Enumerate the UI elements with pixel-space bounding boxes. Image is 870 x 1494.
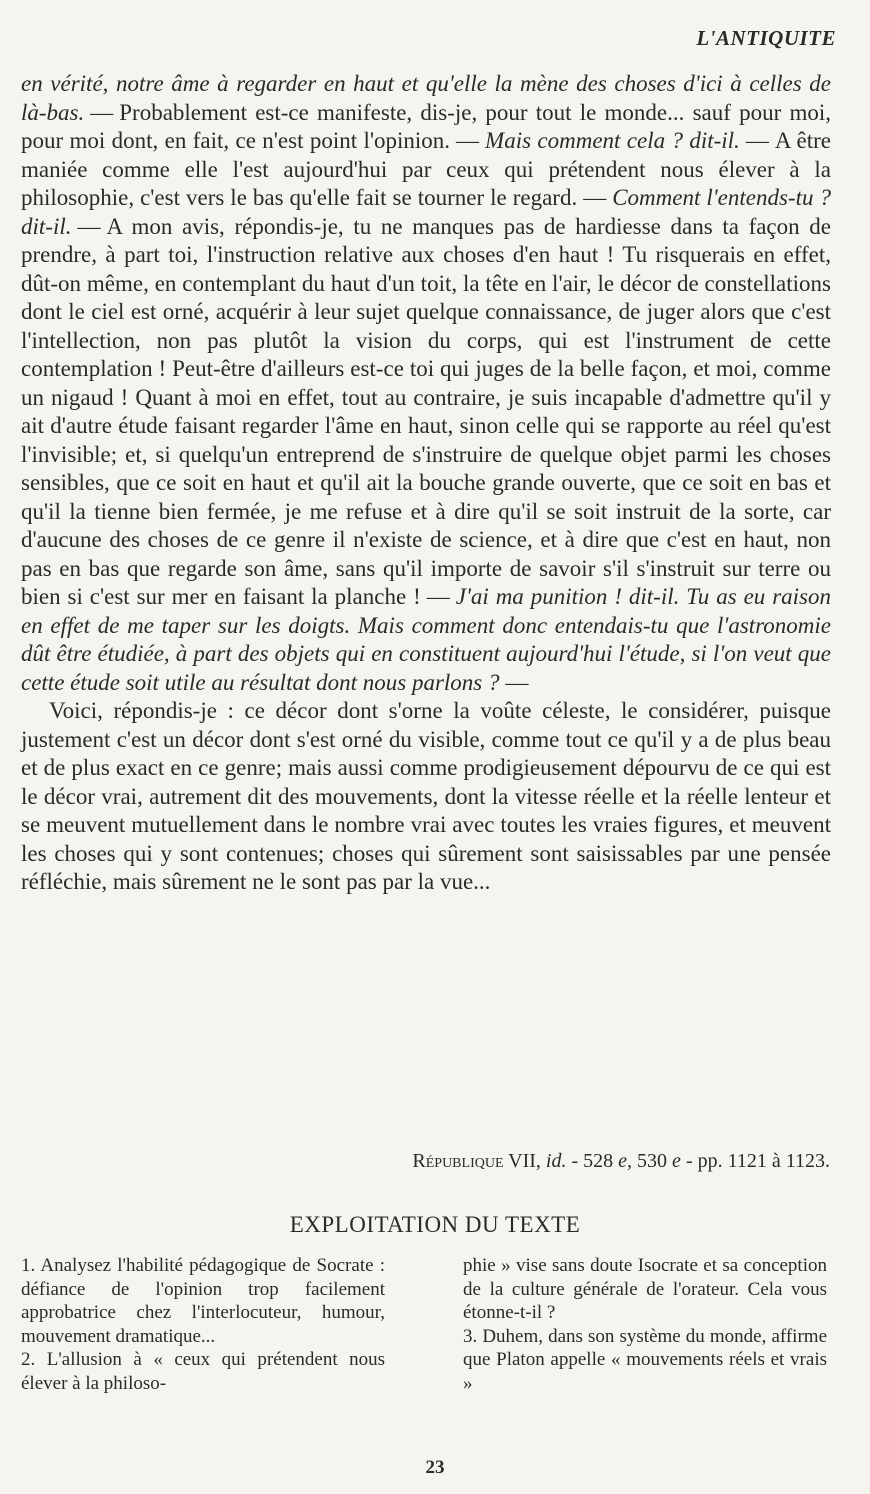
section-title: EXPLOITATION DU TEXTE — [289, 1212, 581, 1237]
dialogue-dash: — — [456, 128, 480, 153]
citation-pages: - pp. 1121 à 1123. — [680, 1150, 830, 1172]
running-header: L'ANTIQUITE — [696, 26, 836, 50]
italic-sentence: Mais comment cela ? dit-il. — [485, 128, 740, 153]
dialogue-dash: — — [426, 584, 450, 609]
sentence: A mon avis, répondis-je, tu ne manques pas de hardiesse dans ta façon de prendre, à part toi, l'instruction relative aux choses d'en haut ! Tu risquerais en effet, dût-on même, en contemplant du haut d'un toit, la tête en l'air, le décor de constellations dont le ciel est orné, acquérir à leur sujet quelque connaissance, de juger alors que c'est l'intellection, non pas plutôt la vision du corps, qui est l'instrument de cette contemplation ! Peut-être d'ailleurs est-ce toi qui juges de la belle façon, et moi, comme un nigaud ! Quant à moi en effet, tout au contraire, je suis incapable d'admettre qu'il y ait d'autre étude faisant regarder l'âme en haut, sinon celle qui se rapporte au réel qu'est l'invisible; et, si quelqu'un entreprend de s'instruire de quelque objet parmi les choses sensibles, que ce soit en haut et qu'il ait la bouche grande ouverte, que ce soit en bas et qu'il la tienne bien fermée, je me refuse et à dire qu'il se soit instruit de la sorte, car d'aucune des choses de ce genre il n'existe de science, et à dire que c'est en haut, non pas en bas que regarde son âme, sans qu'il importe de savoir s'il s'instruit sur terre ou bien si c'est sur mer en faisant la planche ! — [21, 213, 831, 609]
question-item: phie » vise sans doute Isocrate et sa conception de la culture générale de l'orateur. Cela vous étonne-t-il ? — [463, 1255, 827, 1323]
citation-ref: - 528 — [566, 1150, 619, 1172]
dialogue-dash: — — [77, 213, 101, 239]
dialogue-dash: — — [505, 669, 529, 695]
citation-ref: 530 — [632, 1150, 673, 1172]
italic-sentence: J'ai ma punition ! dit-il. Tu as eu raison en effet de me taper sur les doigts. Mais comment donc entendais-tu que l'astronomie dût être étudiée, à part des objets qui en constituent aujourd'hui l'étude, si l'on veut que cette étude soit utile au résultat dont nous parlons ? — [21, 584, 832, 695]
citation-book: VII, — [503, 1150, 546, 1172]
dialogue-dash: — — [90, 99, 114, 125]
dialogue-dash: — — [583, 185, 607, 210]
paragraph-1 — [21, 70, 831, 697]
question-item: 2. L'allusion à « ceux qui prétendent nous élever à la philoso- — [21, 1349, 385, 1394]
main-text — [21, 70, 831, 897]
question-item: 1. Analysez l'habilité pédagogique de Socrate : défiance de l'opinion trop facilement approbatrice chez l'interlocuteur, humour, mouvement dramatique... — [21, 1255, 385, 1347]
citation — [412, 1150, 830, 1173]
paragraph-2: Voici, répondis-je : ce décor dont s'orne la voûte céleste, le considérer, puisque justement c'est un décor dont s'est orné du visible, comme tout ce qu'il y a de plus beau et de plus exact en ce genre; mais aussi comme prodigieusement dépourvu de ce qui est le décor vrai, autrement dit des mouvements, dont la vitesse réelle et la réelle lenteur et se meuvent mutuellement dans le nombre vrai avec toutes les vraies figures, et meuvent les choses qui y sont contenues; choses qui sûrement sont saisissables par une pensée réfléchie, mais sûrement ne le sont pas par la vue... — [21, 698, 831, 894]
italic-sentence: en vérité, notre âme à regarder en haut et qu'elle la mène des choses d'ici à celles de là-bas. — [21, 71, 831, 125]
sentence: A être maniée comme elle l'est aujourd'hui par ceux qui prétendent nous élever à la philosophie, c'est vers le bas qu'elle fait se tourner le regard. — [21, 128, 831, 210]
questions-column-right — [463, 1254, 827, 1395]
question-item: 3. Duhem, dans son système du monde, affirme que Platon appelle « mouvements réels et vrais » — [463, 1325, 827, 1394]
citation-ref-letter: e — [672, 1150, 681, 1172]
citation-work: République — [412, 1150, 504, 1172]
questions-column-left — [21, 1254, 385, 1395]
page-number: 23 — [425, 1457, 445, 1478]
sentence: Probablement est-ce manifeste, dis-je, pour tout le monde... sauf pour moi, pour moi dont, en fait, ce n'est point l'opinion. — [21, 99, 831, 153]
italic-sentence: Comment l'entends-tu ? dit-il. — [21, 185, 831, 239]
citation-id: id. — [545, 1150, 567, 1172]
dialogue-dash: — — [745, 128, 769, 153]
citation-ref-letter: e, — [618, 1150, 633, 1172]
